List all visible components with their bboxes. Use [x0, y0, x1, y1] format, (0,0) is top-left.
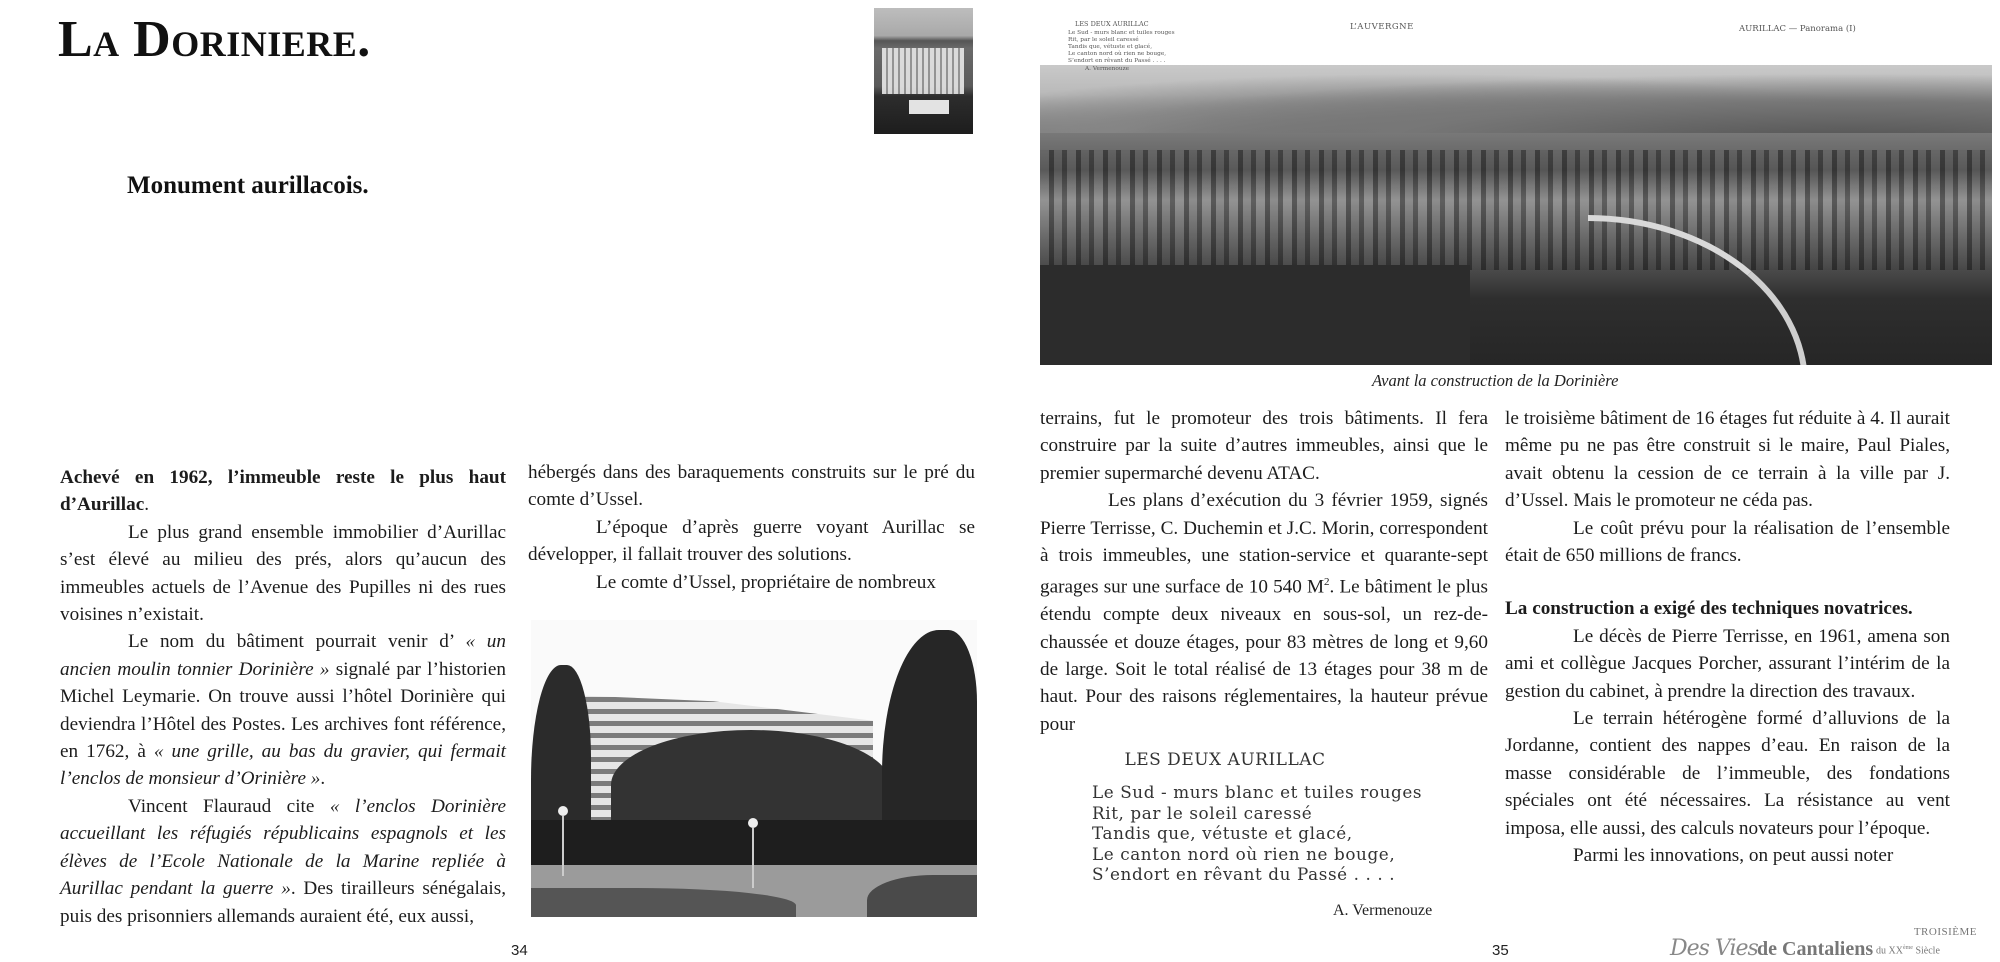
paragraph: Parmi les innovations, on peut aussi noter [1573, 845, 1894, 867]
page-number-right: 35 [1492, 942, 1509, 959]
quote: « l’enclos Dorinière accueillant les réfugiés républicains espagnols et les élèves de l’Ecole Nationale de la Marine repliée à Aurillac pendant la guerre » [60, 795, 506, 900]
thumbnail-lawn [909, 100, 949, 114]
paragraph: L’époque d’après guerre voyant Aurillac se développer, il fallait trouver des solutions. [528, 516, 975, 566]
paragraph: Le comte d’Ussel, propriétaire de nombreux [596, 571, 936, 593]
panorama-town [1040, 150, 1992, 270]
text-column-1 [60, 464, 506, 930]
book-brand [1665, 926, 1985, 962]
quote: « un ancien moulin tonnier Dorinière » [60, 631, 506, 680]
brand-script: Des Vies [1670, 936, 1758, 961]
superscript: 2 [1324, 576, 1330, 589]
section-heading: La construction a exigé des techniques novatrices. [1505, 598, 1913, 620]
paragraph [60, 793, 506, 930]
poem-author: A. Vermenouze [1333, 902, 1433, 919]
text-run: Le nom du bâtiment pourrait venir d’ [128, 631, 466, 653]
poem [1080, 750, 1500, 885]
poem-line: Le Sud - murs blanc et tuiles rouges [1092, 782, 1423, 802]
postcard-poem-line: Rit, par le soleil caressé [1068, 37, 1139, 43]
brand-sub-end: Siècle [1912, 945, 1940, 957]
paragraph: le troisième bâtiment de 16 étages fut réduite à 4. Il aurait même pu ne pas être construit si le maire, Paul Piales, avait obtenu la cession de ce terrain à la ville par J. d’Ussel. Mais le promoteur ne céda pas. [1505, 408, 1950, 512]
paragraph: hébergés dans des baraquements construits sur le pré du comte d’Ussel. [528, 462, 975, 511]
text-run: signalé par l’historien Michel Leymarie. On trouve aussi l’hôtel Dorinière qui deviendra l’Hôtel des Postes. Les archives font référence, en 1762, à [60, 658, 506, 763]
brand-sub-sup: ème [1902, 945, 1913, 951]
brand-subtitle [1876, 945, 1940, 956]
thumbnail-building [882, 48, 964, 94]
thumbnail-photo [874, 8, 973, 134]
paragraph: terrains, fut le promoteur des trois bâtiments. Il fera construire par la suite d’autres immeubles, ainsi que le premier supermarché devenu ATAC. [1040, 408, 1488, 484]
poem-title: LES DEUX AURILLAC [1124, 750, 1326, 770]
text-run: . [320, 768, 326, 790]
poem-lines [1092, 782, 1500, 885]
text-run: . Le bâtiment le plus étendu compte deux niveaux en sous-sol, un rez-de-chaussée et douze étages, pour 83 mètres de long et 9,60 de large. Soit le total réalisé de 13 étages pour 38 m de haut. Pour des raisons réglementaires, la hauteur prévue pour [1040, 576, 1488, 735]
text-run: . Des tirailleurs sénégalais, puis des prisonniers allemands auraient été, eux aussi, [60, 878, 506, 927]
photo-caption: Avant la construction de la Dorinière [1372, 371, 1619, 390]
text-run: Les plans d’exécution du 3 février 1959, signés Pierre Terrisse, C. Duchemin et J.C. Morin, correspondent à trois immeubles, une station-service et quarante-sept garages sur une surface de 10 540 M [1040, 490, 1488, 598]
postcard-poem-line: Tandis que, vétuste et glacé, [1068, 44, 1153, 50]
street-lamp [748, 818, 758, 828]
postcard-caption: AURILLAC — Panorama (I) [1739, 24, 1856, 34]
postcard-poem [1068, 30, 1188, 65]
paragraph: Le terrain hétérogène formé d’alluvions de la Jordanne, contient des nappes d’eau. En raison de la masse considérable de l’immeuble, des fondations spéciales ont été nécessaires. La résistance au vent imposa, elle aussi, des calculs novateurs pour l’époque. [1505, 708, 1950, 839]
poem-line: Rit, par le soleil caressé [1092, 802, 1313, 823]
page-subtitle: Monument aurillacois. [127, 172, 369, 199]
paragraph: Le coût prévu pour la réalisation de l’ensemble était de 650 millions de francs. [1505, 517, 1950, 567]
lead-paragraph [60, 464, 506, 519]
paragraph [60, 628, 506, 792]
poem-line: Le canton nord où rien ne bouge, [1092, 843, 1396, 864]
panorama-field [1040, 265, 1470, 365]
poem-line: S’endort en rêvant du Passé . . . . [1092, 864, 1396, 884]
text-column-2 [528, 459, 975, 596]
paragraph: Le plus grand ensemble immobilier d’Aurillac s’est élevé au milieu des prés, alors qu’aucun des immeubles actuels de l’Avenue des Pupilles ni des rues voisines n’existait. [60, 521, 506, 626]
postcard-poem-line: S’endort en rêvant du Passé . . . . [1068, 58, 1166, 64]
brand-sub-text: du XX [1876, 945, 1903, 957]
postcard-region: L’AUVERGNE [1350, 22, 1414, 32]
page-title: La Doriniere. [58, 11, 371, 68]
street-lamp [558, 806, 568, 816]
quote: « une grille, au bas du gravier, qui fermait l’enclos de monsieur d’Orinière » [60, 741, 506, 790]
postcard-poem-line: Le Sud - murs blanc et tuiles rouges [1068, 30, 1175, 36]
text-column-4 [1505, 405, 1950, 870]
page-number-left: 34 [511, 942, 528, 959]
brand-volume: TROISIÈME [1913, 926, 1977, 938]
postcard-poem-line: Le canton nord où rien ne bouge, [1068, 51, 1167, 57]
postcard-author: A. Vermenouze [1085, 66, 1130, 72]
panorama-hills [1040, 73, 1992, 133]
paragraph: Le décès de Pierre Terrisse, en 1961, amena son ami et collègue Jacques Porcher, assurant l’intérim de la gestion du cabinet, à prendre la direction des travaux. [1505, 625, 1950, 702]
paragraph [1040, 487, 1488, 738]
panorama-photo [1040, 65, 1992, 365]
text-run: Vincent Flauraud cite [128, 795, 330, 817]
poem-line: Tandis que, vétuste et glacé, [1092, 823, 1353, 843]
brand-name: de Cantaliens [1757, 938, 1874, 960]
lead-text: Achevé en 1962, l’immeuble reste le plus haut d’Aurillac [60, 467, 506, 516]
text-column-3 [1040, 405, 1488, 738]
building-photo [531, 620, 977, 917]
postcard-poem-title: LES DEUX AURILLAC [1075, 20, 1149, 28]
lead-end: . [144, 494, 150, 516]
